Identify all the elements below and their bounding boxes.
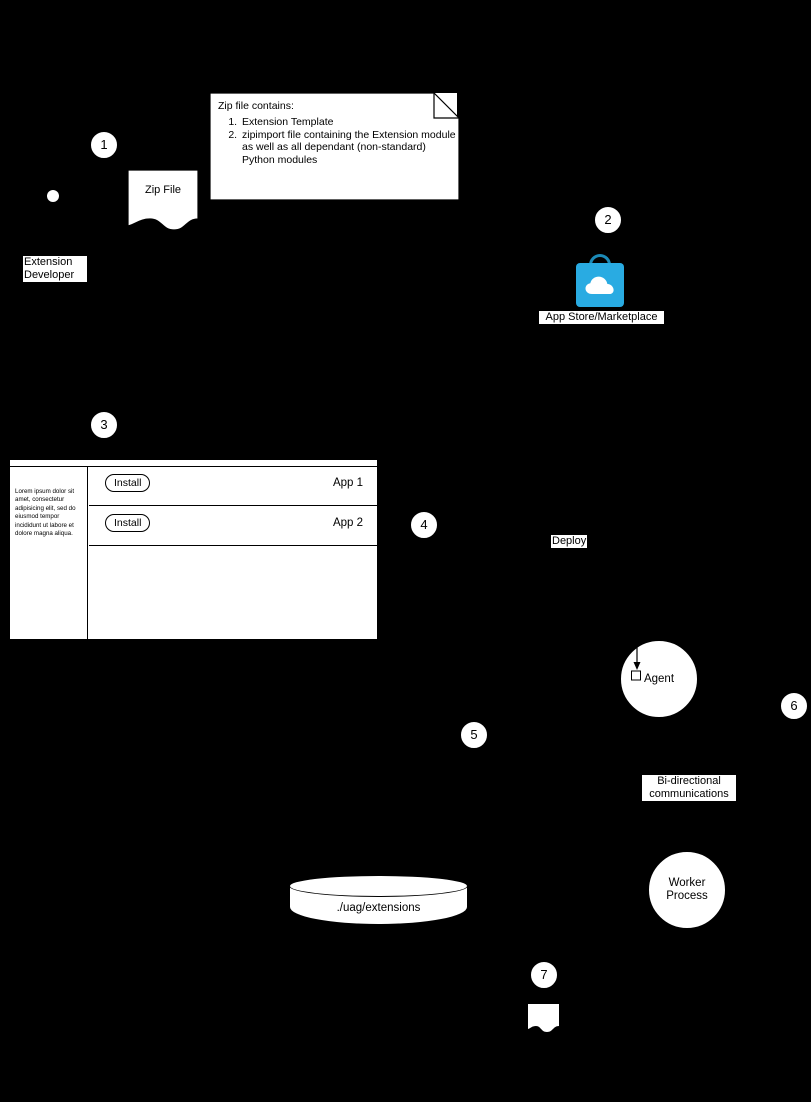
- output-document-icon: [528, 1004, 559, 1032]
- zip-file-shape: [128, 170, 198, 230]
- extension-developer-line1: Extension: [24, 256, 73, 268]
- step-badge-1: 1: [90, 131, 118, 159]
- step-badge-2: 2: [594, 206, 622, 234]
- extension-developer-label: [23, 256, 87, 282]
- deploy-label: Deploy: [552, 535, 587, 547]
- cylinder-top: [289, 875, 468, 897]
- worker-process-label: [666, 877, 708, 903]
- extension-developer-line2: Developer: [24, 269, 75, 281]
- step-badge-3: 3: [90, 411, 118, 439]
- app-list-sidebar: [10, 466, 88, 639]
- step-badge-7: 7: [530, 961, 558, 989]
- app-store-bag-body: [576, 263, 624, 307]
- app-list-row[interactable]: [89, 506, 377, 546]
- app-store-bag-icon: [576, 263, 624, 307]
- bidirectional-communications-label: [642, 775, 736, 801]
- install-button-app-1[interactable]: Install: [105, 474, 150, 492]
- extensions-store-label: ./uag/extensions: [336, 902, 421, 914]
- app-list-window: [9, 459, 378, 640]
- note-list-item-2: 2. zipimport file containing the Extension module as well as all dependant (non-standard) Python modules: [240, 129, 457, 167]
- worker-line1: Worker Process: [666, 877, 708, 902]
- app-list-rows: [89, 466, 377, 639]
- bidirectional-line2: communications: [649, 788, 729, 800]
- arrow-into-agent: [628, 640, 646, 682]
- extensions-store-node: [289, 875, 468, 925]
- zip-file-label-text: Zip File: [144, 184, 182, 196]
- cloud-icon: [585, 276, 615, 295]
- app-name-2: App 2: [332, 517, 363, 529]
- agent-label: Agent: [643, 672, 675, 685]
- install-button-app-2[interactable]: Install: [105, 514, 150, 532]
- extension-developer-icon: [47, 190, 59, 202]
- app-list-sidebar-text: Lorem ipsum dolor sit amet, consectetur adipisicing elit, sed do eiusmod tempor incididunt ut labore et dolore magna aliqua.: [15, 488, 76, 538]
- app-list-row[interactable]: [89, 466, 377, 506]
- note-list-item-1: 1. Extension Template: [240, 116, 457, 129]
- app-store-label: App Store/Marketplace: [539, 311, 664, 324]
- app-name-1: App 1: [332, 477, 363, 489]
- app-list-empty-area: [89, 546, 377, 586]
- step-badge-4: 4: [410, 511, 438, 539]
- zip-contents-note: [209, 92, 458, 199]
- step-badge-6: 6: [780, 692, 808, 720]
- note-title: Zip file contains:: [218, 100, 294, 112]
- worker-process-node: [648, 851, 726, 929]
- bidirectional-line1: Bi-directional: [657, 775, 721, 787]
- step-badge-5: 5: [460, 721, 488, 749]
- note-list: [210, 116, 457, 166]
